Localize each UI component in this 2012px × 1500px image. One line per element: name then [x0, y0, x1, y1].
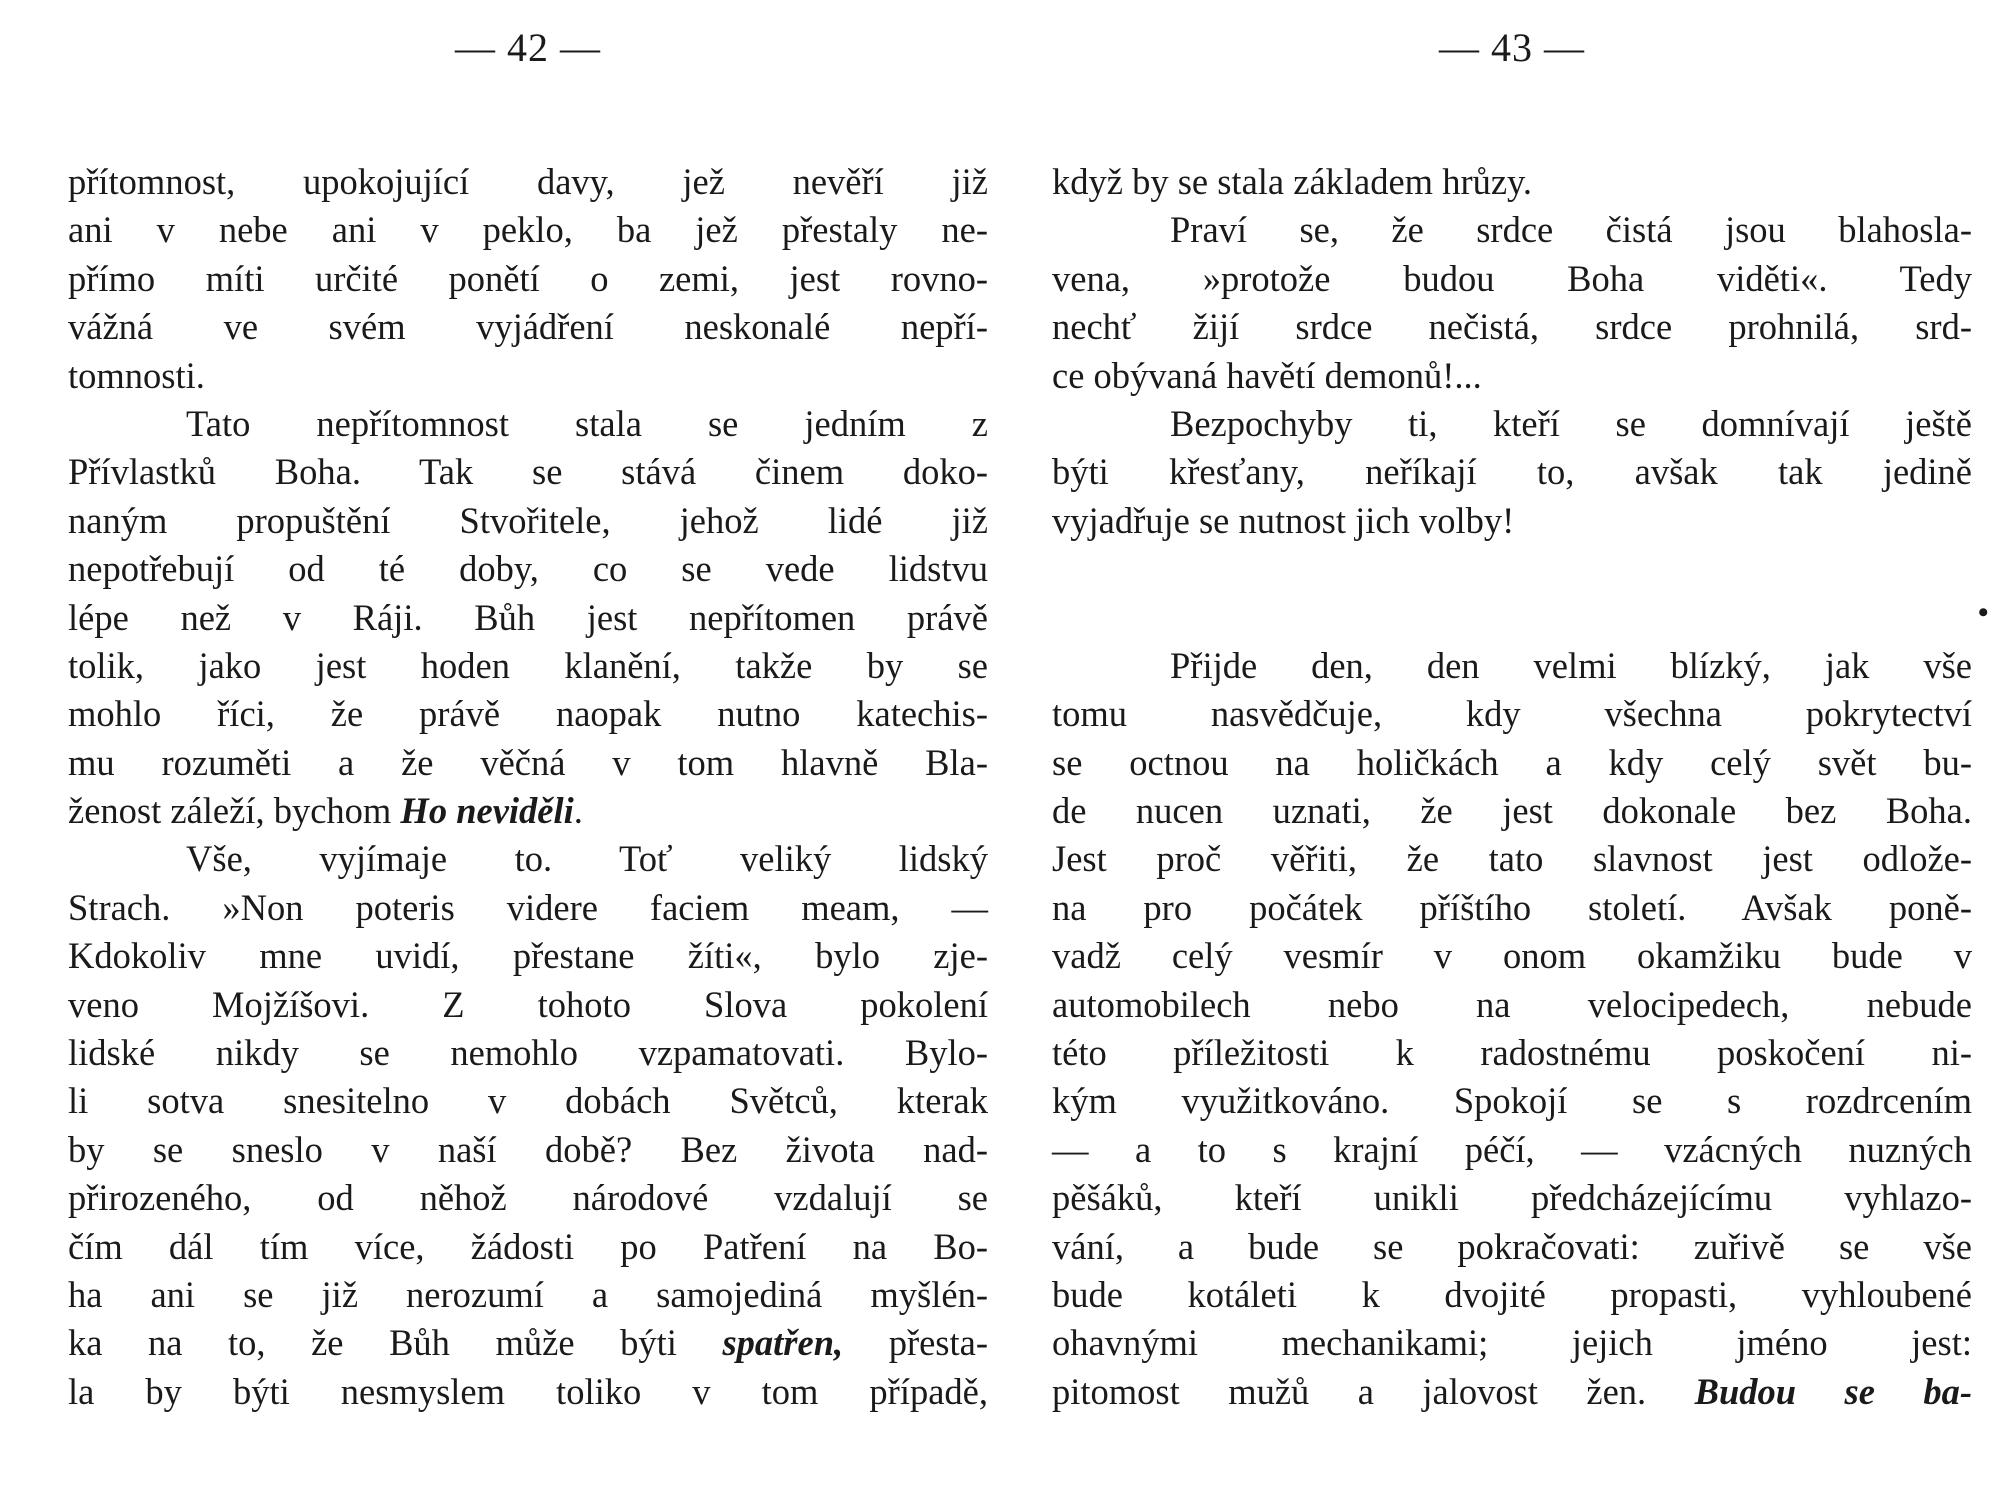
text-line: mu rozuměti a že věčná v tom hlavně Bla-: [68, 741, 988, 783]
text-line: tolik, jako jest hoden klanění, takže by se: [68, 644, 988, 686]
text-run: .: [573, 790, 583, 832]
right-page-number: — 43 —: [1439, 25, 1585, 70]
text-line: Přívlastků Boha. Tak se stává činem doko-: [68, 451, 988, 493]
text-line: se octnou na holičkách a kdy celý svět bu-: [1052, 741, 1972, 783]
text-line: přirozeného, od něhož národové vzdalují se: [68, 1177, 988, 1219]
left-page-number: — 42 —: [455, 25, 601, 70]
text-line: vážná ve svém vyjádření neskonalé nepří-: [68, 306, 988, 348]
text-line: Přijde den, den velmi blízký, jak vše: [1170, 644, 1972, 686]
text-line: čím dál tím více, žádosti po Patření na Bo-: [68, 1225, 988, 1267]
text-line: vadž celý vesmír v onom okamžiku bude v: [1052, 935, 1972, 977]
text-line: bude kotáleti k dvojité propasti, vyhloubené: [1052, 1273, 1972, 1315]
text-line: vyjadřuje se nutnost jich volby!: [1052, 499, 1515, 541]
right-page-text: [1052, 158, 1972, 1416]
emphasized-text: Ho neviděli: [400, 790, 574, 832]
text-line: [68, 787, 988, 835]
text-line: Tato nepřítomnost stala se jedním z: [186, 402, 988, 444]
text-line: ani v nebe ani v peklo, ba jež přestaly ne-: [68, 209, 988, 251]
text-line: [1052, 594, 1972, 642]
text-line: nepotřebují od té doby, co se vede lidstvu: [68, 548, 988, 590]
text-run: ženost záleží, bychom: [68, 790, 401, 832]
text-line: ce obývaná havětí demonů!...: [1052, 354, 1482, 396]
text-line: pěšáků, kteří unikli předcházejícímu vyhlazo-: [1052, 1177, 1972, 1219]
text-line: de nucen uznati, že jest dokonale bez Boha.: [1052, 790, 1972, 832]
left-page: [68, 0, 988, 1500]
text-line: naným propuštění Stvořitele, jehož lidé již: [68, 499, 988, 541]
text-line: Kdokoliv mne uvidí, přestane žíti«, bylo zje-: [68, 935, 988, 977]
text-line: Jest proč věřiti, že tato slavnost jest odlože-: [1052, 838, 1972, 880]
text-line: Vše, vyjímaje to. Toť veliký lidský: [186, 838, 988, 880]
text-line: la by býti nesmyslem toliko v tom případě,: [68, 1370, 988, 1412]
emphasized-text: spatřen,: [722, 1322, 844, 1364]
text-line: automobilech nebo na velocipedech, nebude: [1052, 983, 1972, 1025]
text-run: přesta-: [843, 1322, 988, 1364]
text-line: Strach. »Non poteris videre faciem meam, —: [68, 886, 988, 928]
text-line: ohavnými mechanikami; jejich jméno jest:: [1052, 1322, 1972, 1364]
text-line: li sotva snesitelno v dobách Světců, kterak: [68, 1080, 988, 1122]
text-line: vena, »protože budou Boha viděti«. Tedy: [1052, 257, 1972, 299]
left-page-text: [68, 158, 988, 1416]
text-line: na pro počátek příštího století. Avšak poně-: [1052, 886, 1972, 928]
text-line: — a to s krajní péčí, — vzácných nuzných: [1052, 1128, 1972, 1170]
text-line: tomnosti.: [68, 354, 205, 396]
text-line: když by se stala základem hrůzy.: [1052, 161, 1533, 202]
text-line: [68, 1319, 988, 1367]
text-line: Praví se, že srdce čistá jsou blahosla-: [1170, 209, 1972, 251]
text-line: nechť žijí srdce nečistá, srdce prohnilá, srd-: [1052, 306, 1972, 348]
right-page: [1052, 0, 1972, 1500]
text-line: přítomnost, upokojující davy, jež nevěří již: [68, 161, 988, 202]
text-line: mohlo říci, že právě naopak nutno katechis-: [68, 693, 988, 735]
text-line: [1052, 1368, 1972, 1416]
text-line: přímo míti určité ponětí o zemi, jest rovno-: [68, 257, 988, 299]
text-line: tomu nasvědčuje, kdy všechna pokrytectví: [1052, 693, 1972, 735]
text-line: vání, a bude se pokračovati: zuřivě se vše: [1052, 1225, 1972, 1267]
emphasized-text: Budou se ba-: [1694, 1370, 1972, 1412]
text-run: ka na to, že Bůh může býti: [68, 1322, 723, 1364]
text-line: býti křesťany, neříkají to, avšak tak jedině: [1052, 451, 1972, 493]
section-mark: •: [1978, 596, 1989, 629]
text-line: Bezpochyby ti, kteří se domnívají ještě: [1170, 402, 1972, 444]
text-line: lépe než v Ráji. Bůh jest nepřítomen právě: [68, 596, 988, 638]
text-line: této příležitosti k radostnému poskočení ni-: [1052, 1032, 1972, 1074]
text-line: ha ani se již nerozumí a samojediná myšlén-: [68, 1273, 988, 1315]
text-line: [1052, 545, 1972, 593]
text-line: lidské nikdy se nemohlo vzpamatovati. Bylo-: [68, 1032, 988, 1074]
text-line: veno Mojžíšovi. Z tohoto Slova pokolení: [68, 983, 988, 1025]
text-line: by se sneslo v naší době? Bez života nad-: [68, 1128, 988, 1170]
text-run: pitomost mužů a jalovost žen.: [1052, 1370, 1695, 1412]
text-line: kým využitkováno. Spokojí se s rozdrcením: [1052, 1080, 1972, 1122]
